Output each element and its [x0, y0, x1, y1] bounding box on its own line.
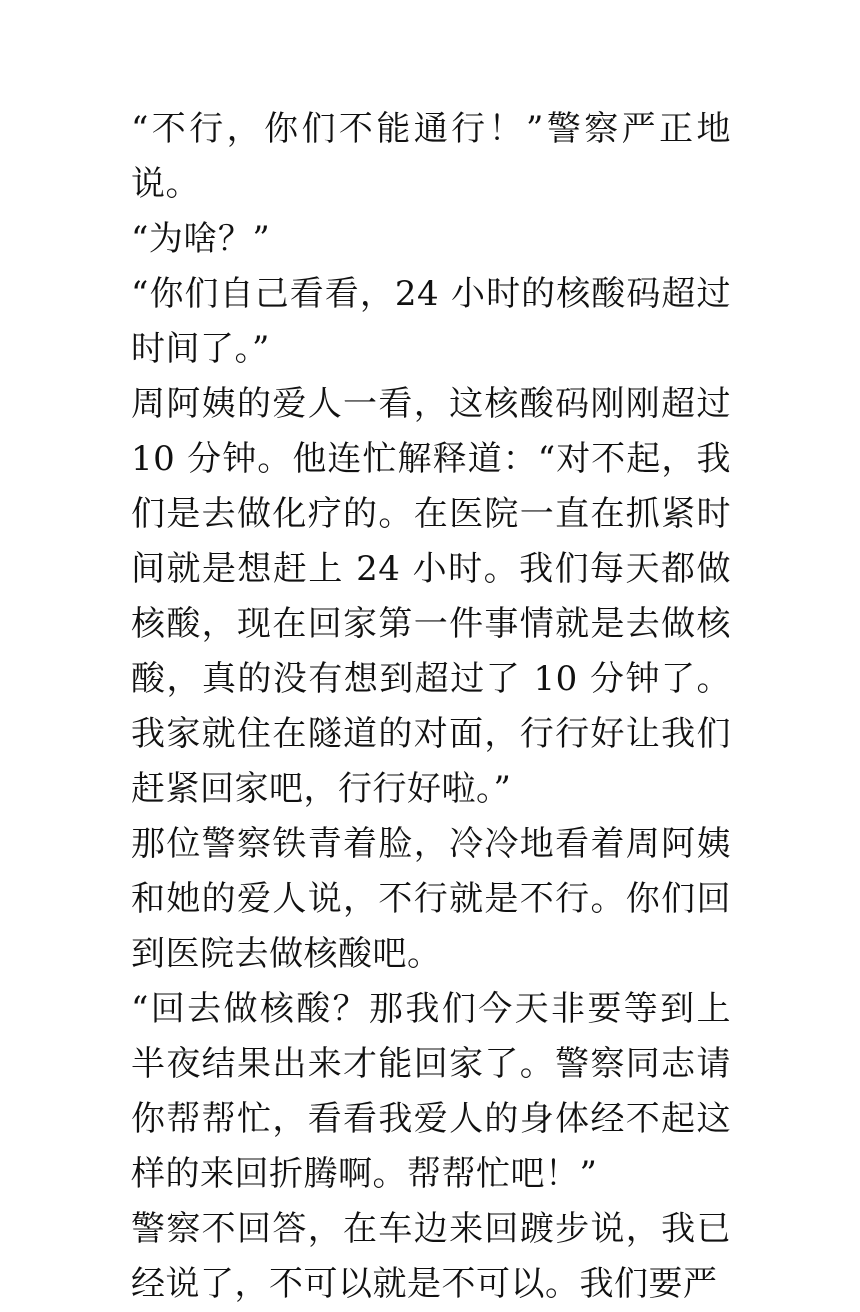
body-text [131, 102, 731, 1312]
paragraph-7: 警察不回答，在车边来回踱步说，我已经说了，不可以就是不可以。我们要严 [131, 1209, 731, 1304]
paragraph-4: 周阿姨的爱人一看，这核酸码刚刚超过 10 分钟。他连忙解释道：“对不起，我们是去做化疗的。在医院一直在抓紧时间就是想赶上 24 小时。我们每天都做核酸，现在回家第一件事情就是去做核酸，真的没有想到超过了 10 分钟了。我家就住在隧道的对面，行行好让我们赶紧回家吧，行行好啦。” [131, 384, 731, 809]
paragraph-6: “回去做核酸？那我们今天非要等到上半夜结果出来才能回家了。警察同志请你帮帮忙，看看我爱人的身体经不起这样的来回折腾啊。帮帮忙吧！” [131, 989, 731, 1194]
paragraph-5: 那位警察铁青着脸，冷冷地看着周阿姨和她的爱人说，不行就是不行。你们回到医院去做核酸吧。 [131, 824, 731, 974]
paragraph-2: “为啥？” [131, 219, 271, 259]
paragraph-3: “你们自己看看，24 小时的核酸码超过时间了。” [131, 274, 731, 369]
paragraph-1: “不行，你们不能通行！”警察严正地说。 [131, 109, 731, 204]
